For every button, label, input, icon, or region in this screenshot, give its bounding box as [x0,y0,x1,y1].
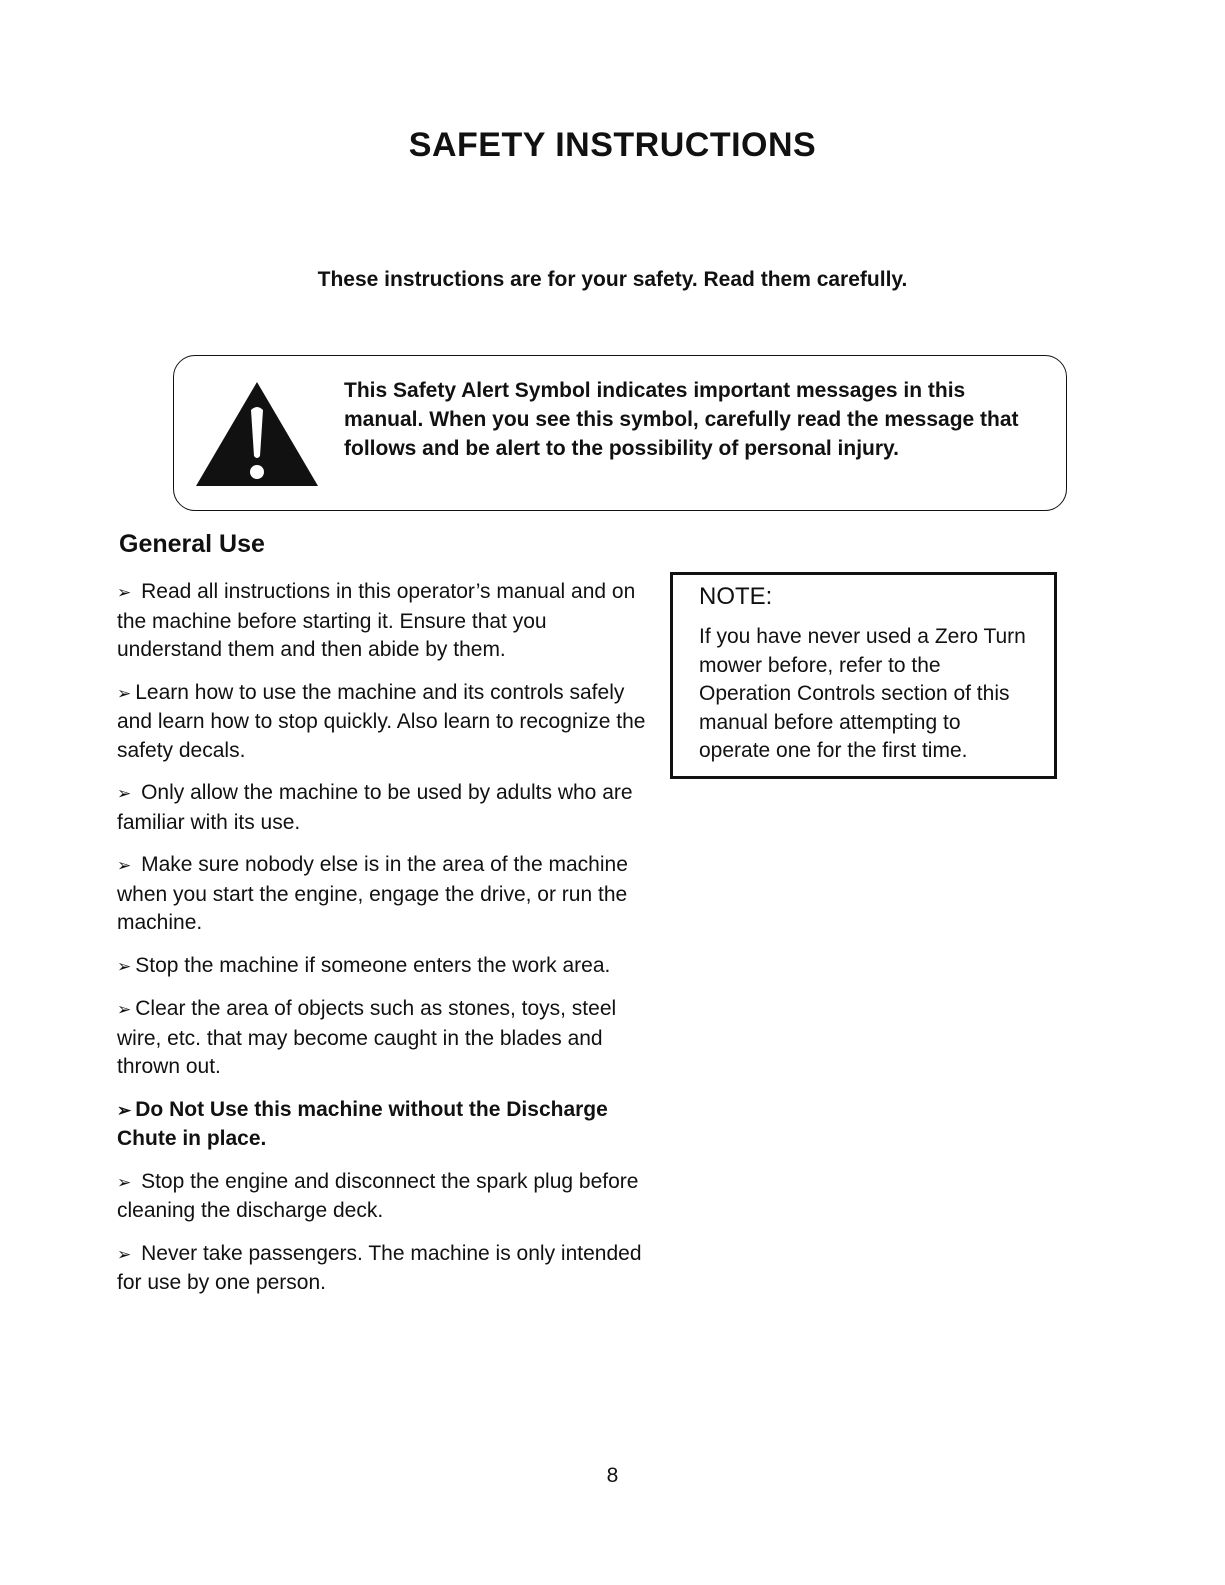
list-item [117,779,652,837]
page-subtitle: These instructions are for your safety. Read them carefully. [317,268,908,291]
list-item [117,679,652,766]
list-item [117,578,652,665]
list-item-warning [117,1096,652,1154]
bullet-arrow-icon: ➢ [117,1000,132,1019]
bullet-arrow-icon: ➢ [117,1244,132,1264]
section-heading-general-use: General Use [119,530,265,558]
bullet-arrow-icon: ➢ [117,1172,132,1192]
list-item-text: Learn how to use the machine and its controls safely and learn how to stop quickly. Also learn to recognize the safety decals. [117,680,646,762]
list-item [117,952,652,982]
list-item-text: Never take passengers. The machine is only intended for use by one person. [117,1241,642,1294]
list-item-text: Make sure nobody else is in the area of the machine when you start the engine, engage the drive, or run the machine. [117,853,628,934]
general-use-list [117,578,652,1312]
bullet-arrow-icon: ➢ [117,1100,132,1120]
bullet-arrow-icon: ➢ [117,583,132,602]
bullet-arrow-icon: ➢ [117,856,132,875]
list-item [117,851,652,938]
bullet-arrow-icon: ➢ [117,956,132,976]
safety-alert-text: This Safety Alert Symbol indicates important messages in this manual. When you see this symbol, carefully read the message that follows and be alert to the possibility of personal injury. [344,379,1019,460]
list-item [117,995,652,1082]
safety-alert-box [173,355,1067,511]
page-title: SAFETY INSTRUCTIONS [408,126,817,164]
note-box [670,572,1057,779]
list-item-text: Clear the area of objects such as stones, toys, steel wire, etc. that may become caught in the blades and thrown out. [117,997,617,1078]
note-text: If you have never used a Zero Turn mower before, refer to the Operation Controls section of this manual before attempting to operate one for the first time. [699,625,1026,762]
list-item-text: Stop the machine if someone enters the work area. [135,953,611,977]
list-item-text: Stop the engine and disconnect the spark plug before cleaning the discharge deck. [117,1169,639,1222]
list-item [117,1168,652,1226]
note-label: NOTE: [699,583,773,610]
bullet-arrow-icon: ➢ [117,683,132,703]
safety-alert-triangle-icon [194,380,320,488]
list-item-text: Do Not Use this machine without the Discharge Chute in place. [117,1097,608,1150]
list-item-text: Only allow the machine to be used by adults who are familiar with its use. [117,781,633,834]
list-item [117,1240,652,1298]
page-number: 8 [606,1464,619,1487]
bullet-arrow-icon: ➢ [117,784,132,803]
list-item-text: Read all instructions in this operator’s manual and on the machine before starting it. Ensure that you understand them and then abide by them. [117,580,636,661]
